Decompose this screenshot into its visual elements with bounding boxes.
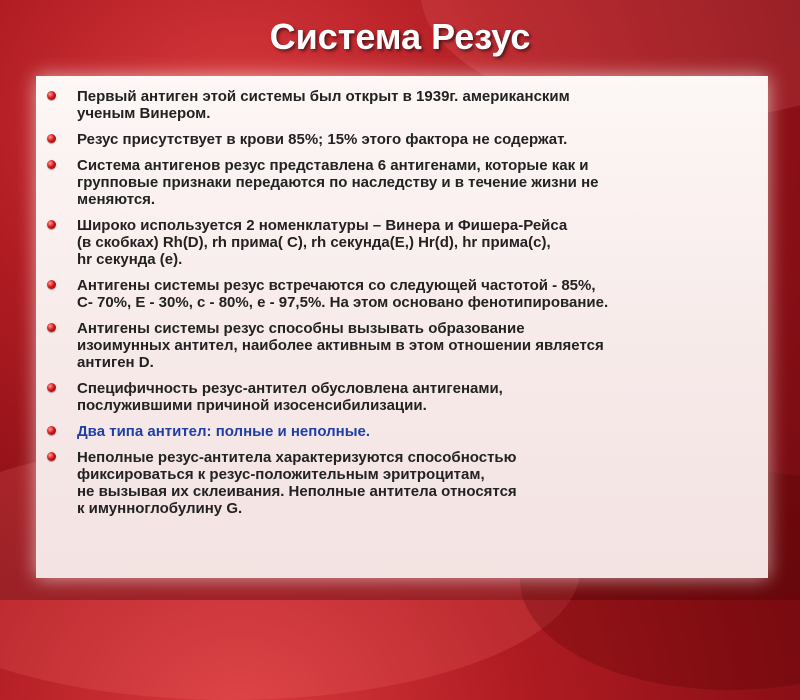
bullet-text: Система антигенов резус представлена 6 антигенами, которые как и групповые признаки передаются по наследству и в течение жизни не меняются. (77, 157, 599, 208)
bullet-text: Резус присутствует в крови 85%; 15% этого фактора не содержат. (77, 131, 568, 148)
red-sphere-bullet-icon (47, 452, 56, 461)
slide-title: Система Резус (269, 16, 531, 57)
red-sphere-bullet-icon (47, 323, 56, 332)
bullet-item-highlighted (40, 423, 760, 440)
bullet-text: Антигены системы резус встречаются со следующей частотой - 85%, C- 70%, E - 30%, c - 80%, e - 97,5%. На этом основано фенотипирование. (77, 277, 609, 311)
bullet-item (40, 320, 760, 371)
bullet-text: Антигены системы резус способны вызывать образование изоимунных антител, наиболее активным в этом отношении является антиген D. (77, 320, 604, 371)
red-sphere-bullet-icon (47, 91, 56, 100)
bullet-item (40, 380, 760, 414)
bullet-item (40, 449, 760, 517)
bullet-item (40, 131, 760, 148)
bullet-list (40, 88, 760, 526)
red-sphere-bullet-icon (47, 280, 56, 289)
bullet-item (40, 88, 760, 122)
red-sphere-bullet-icon (47, 160, 56, 169)
red-sphere-bullet-icon (47, 383, 56, 392)
red-sphere-bullet-icon (47, 426, 56, 435)
bullet-text: Первый антиген этой системы был открыт в 1939г. американским ученым Винером. (77, 88, 570, 122)
bullet-item (40, 277, 760, 311)
red-sphere-bullet-icon (47, 134, 56, 143)
bullet-text: Два типа антител: полные и неполные. (77, 423, 371, 440)
bullet-item (40, 157, 760, 208)
bullet-text: Широко используется 2 номенклатуры – Винера и Фишера-Рейса (в скобках) Rh(D), rh прима( C), rh секунда(E,) Hr(d), hr прима(c), hr секунда (e). (77, 217, 568, 268)
bullet-item (40, 217, 760, 268)
red-sphere-bullet-icon (47, 220, 56, 229)
bullet-text: Специфичность резус-антител обусловлена антигенами, послужившими причиной изосенсибилизации. (77, 380, 503, 414)
bullet-text: Неполные резус-антитела характеризуются способностью фиксироваться к резус-положительным эритроцитам, не вызывая их склеивания. Неполные антитела относятся к имунноглобулину G. (77, 449, 517, 517)
